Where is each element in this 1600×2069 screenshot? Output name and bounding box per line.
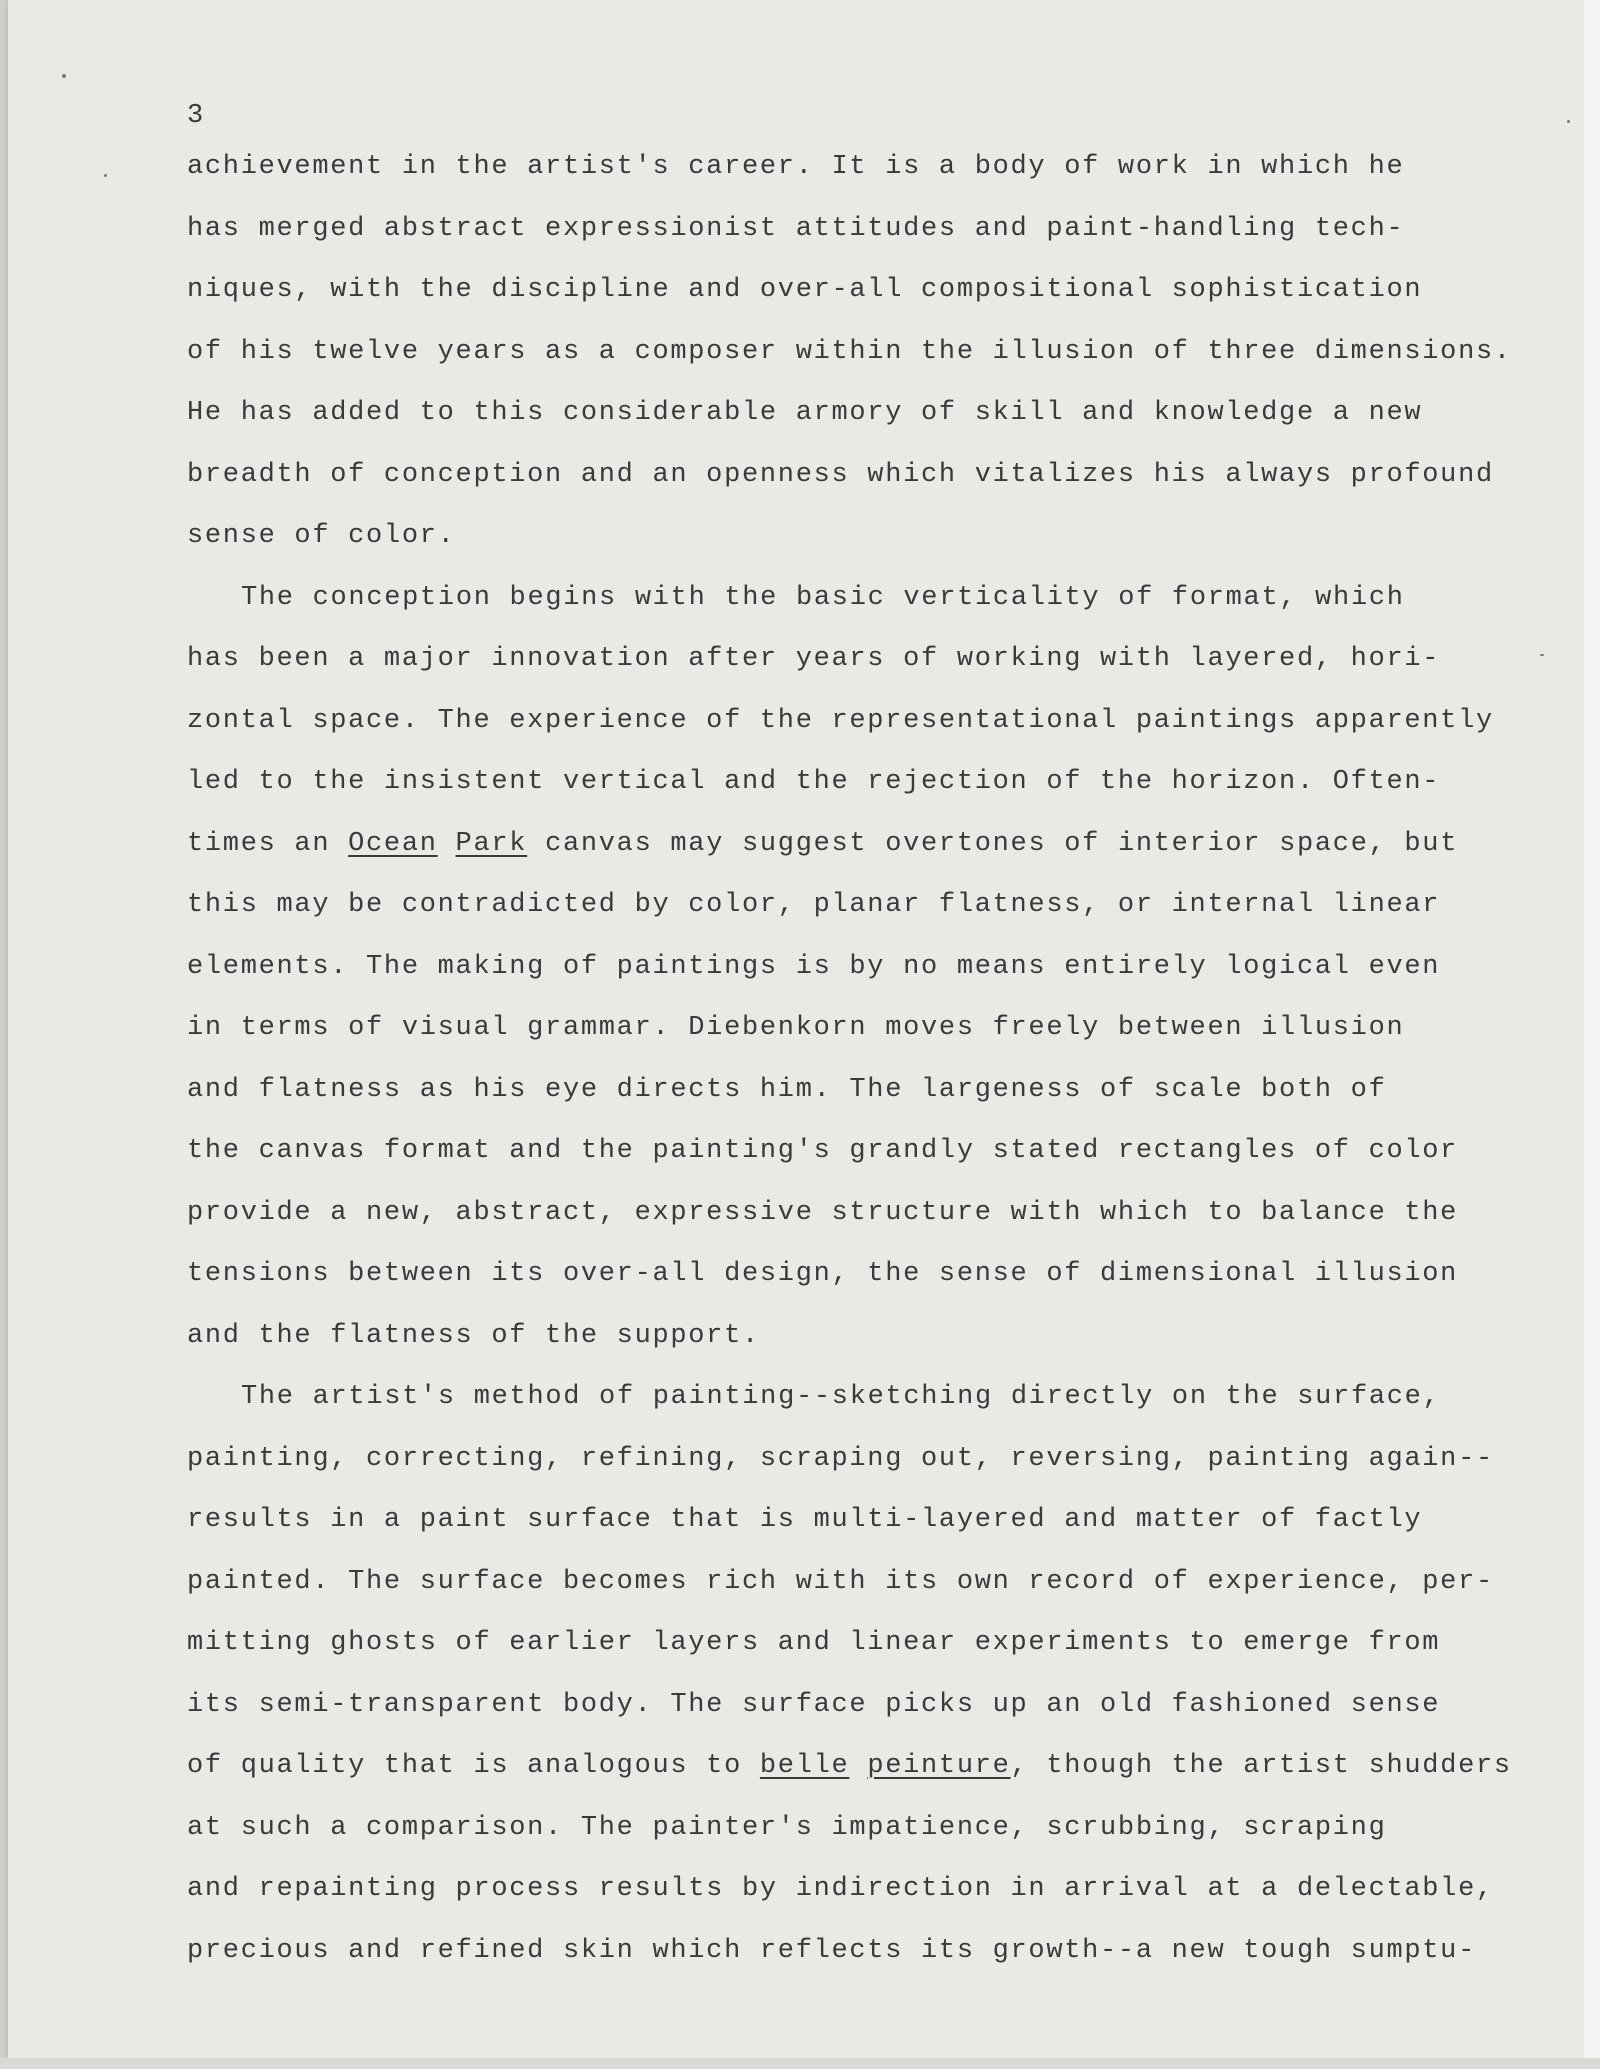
body-text [187, 152, 1567, 1997]
paragraph-1 [187, 152, 1567, 583]
text-segment: its semi-transparent body. The surface picks up an old fashioned sense [187, 1689, 1441, 1720]
text-segment: at such a comparison. The painter's impatience, scrubbing, scraping [187, 1812, 1387, 1843]
text-segment: The conception begins with the basic verticality of format, which [241, 582, 1405, 613]
text-segment: elements. The making of paintings is by no means entirely logical even [187, 951, 1441, 982]
text-segment: has been a major innovation after years of working with layered, hori- [187, 644, 1441, 674]
text-segment: led to the insistent vertical and the rejection of the horizon. Often- [187, 767, 1441, 797]
underlined-text: peinture [867, 1751, 1011, 1781]
text-segment: in terms of visual grammar. Diebenkorn moves freely between illusion [187, 1013, 1405, 1043]
text-line [187, 1198, 1567, 1260]
page-edge-bottom [0, 2058, 1600, 2069]
text-segment: times an [187, 828, 349, 859]
text-line [187, 337, 1567, 399]
text-line [187, 1382, 1567, 1444]
underlined-text: Ocean [348, 828, 438, 859]
text-segment: mitting ghosts of earlier layers and linear experiments to emerge from [187, 1628, 1441, 1658]
text-segment: provide a new, abstract, expressive structure with which to balance the [187, 1197, 1459, 1228]
underlined-text: belle [759, 1751, 850, 1781]
page-number: 3 [187, 101, 205, 131]
text-segment: and flatness as his eye directs him. The largeness of scale both of [187, 1074, 1387, 1105]
text-line [187, 1505, 1567, 1567]
text-segment: , though the artist shudders [1010, 1751, 1512, 1781]
text-segment [849, 1751, 867, 1781]
text-segment [438, 829, 456, 859]
text-segment: painting, correcting, refining, scraping out, reversing, painting again-- [187, 1443, 1494, 1474]
text-segment: the canvas format and the painting's grandly stated rectangles of color [187, 1136, 1459, 1166]
text-line [187, 644, 1567, 706]
text-line [187, 1690, 1567, 1752]
underlined-text: Park [455, 828, 528, 859]
text-segment: niques, with the discipline and over-all compositional sophistication [187, 275, 1423, 305]
text-line [187, 583, 1567, 645]
text-segment: zontal space. The experience of the representational paintings apparently [187, 705, 1494, 736]
text-segment: of his twelve years as a composer within the illusion of three dimensions. [187, 336, 1512, 367]
text-segment: He has added to this considerable armory of skill and knowledge a new [187, 398, 1423, 428]
text-line [187, 214, 1567, 276]
text-segment: and repainting process results by indirection in arrival at a delectable, [187, 1874, 1494, 1904]
text-line [187, 706, 1567, 768]
text-segment: canvas may suggest overtones of interior space, but [527, 828, 1459, 859]
text-segment: this may be contradicted by color, planar flatness, or internal linear [187, 890, 1441, 920]
text-segment: The artist's method of painting--sketching directly on the surface, [241, 1382, 1441, 1412]
text-segment: has merged abstract expressionist attitudes and paint-handling tech- [187, 213, 1405, 244]
paper-speck [1567, 120, 1570, 123]
text-line [187, 152, 1567, 214]
text-line [187, 767, 1567, 829]
text-segment: achievement in the artist's career. It is a body of work in which he [187, 152, 1405, 182]
text-segment: of quality that is analogous to [187, 1751, 760, 1781]
text-segment: breadth of conception and an openness which vitalizes his always profound [187, 459, 1494, 490]
typed-text [187, 96, 1567, 1997]
text-segment: tensions between its over-all design, the sense of dimensional illusion [187, 1259, 1459, 1289]
text-segment: sense of color. [187, 521, 456, 551]
text-line [187, 1567, 1567, 1629]
text-line [187, 275, 1567, 337]
text-line [187, 1874, 1567, 1936]
text-segment: and the flatness of the support. [187, 1320, 760, 1351]
paper-speck [62, 74, 66, 78]
text-line [187, 1813, 1567, 1875]
text-line [187, 521, 1567, 583]
text-line [187, 1751, 1567, 1813]
paragraph-3 [187, 1382, 1567, 1997]
text-line [187, 952, 1567, 1014]
paragraph-2 [187, 583, 1567, 1383]
text-segment: results in a paint surface that is multi-layered and matter of factly [187, 1505, 1423, 1535]
text-line [187, 1259, 1567, 1321]
text-line [187, 460, 1567, 522]
text-line [187, 1936, 1567, 1998]
text-line [187, 1628, 1567, 1690]
text-line [187, 398, 1567, 460]
page-edge-right [1584, 0, 1600, 2069]
text-segment: precious and refined skin which reflects its growth--a new tough sumptu- [187, 1935, 1476, 1966]
text-line [187, 1136, 1567, 1198]
text-line [187, 829, 1567, 891]
text-line [187, 1321, 1567, 1383]
text-line [187, 890, 1567, 952]
text-line [187, 1075, 1567, 1137]
text-line [187, 1444, 1567, 1506]
paper-speck [104, 174, 107, 177]
text-line [187, 1013, 1567, 1075]
text-segment: painted. The surface becomes rich with its own record of experience, per- [187, 1566, 1494, 1597]
